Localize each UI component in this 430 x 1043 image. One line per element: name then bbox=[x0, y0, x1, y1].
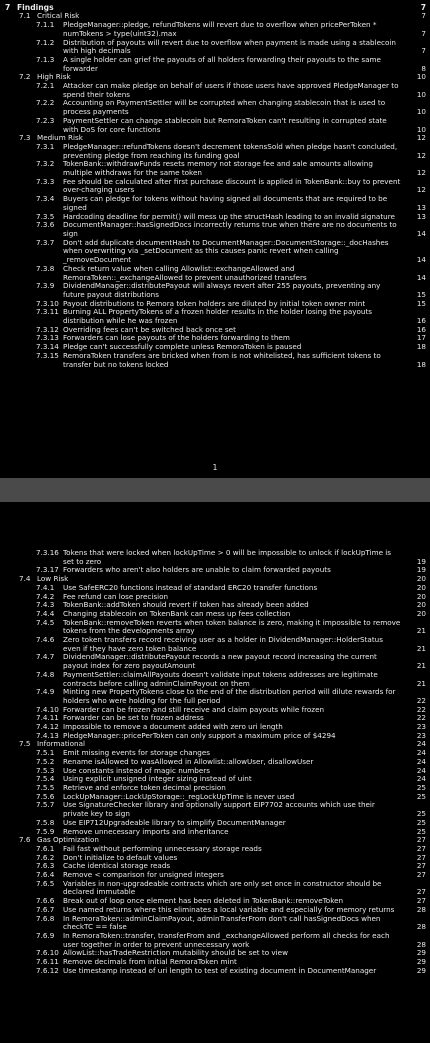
toc-entry-number: 7.5.5 bbox=[36, 782, 55, 792]
toc-entry-number: 7.4.6 bbox=[36, 635, 55, 645]
toc-entry-title: PaymentSettler::claimAllPayouts doesn't validate input tokens addresses are legitimate contracts before calling adminClaimPayout on them bbox=[63, 669, 378, 688]
toc-entry-page: 23 bbox=[416, 730, 426, 740]
toc-entry-page: 21 bbox=[416, 643, 426, 653]
toc-entry-page: 25 bbox=[416, 826, 426, 836]
toc-entry-title: Remove decimals from initial RemoraToken mint bbox=[63, 957, 237, 967]
toc-entry-page: 15 bbox=[416, 298, 426, 308]
toc-entry-number: 7.6.11 bbox=[36, 957, 59, 967]
toc-entry[interactable] bbox=[0, 99, 430, 116]
toc-entry-number: 7.6.2 bbox=[36, 852, 55, 862]
toc-entry-title: DividendManager::distributePayout records a new payout record increasing the current payout index for zero payoutAmount bbox=[63, 652, 377, 671]
toc-entry-title: Rename isAllowed to wasAllowed in Allowlist::allowUser, disallowUser bbox=[63, 756, 314, 766]
toc-entry-number: 7.6 bbox=[19, 835, 31, 845]
toc-entry-page: 29 bbox=[416, 965, 426, 975]
table-of-contents bbox=[0, 549, 430, 975]
toc-entry-page: 25 bbox=[416, 782, 426, 792]
toc-entry-page: 21 bbox=[416, 626, 426, 636]
toc-entry-page: 22 bbox=[416, 713, 426, 723]
toc-entry-number: 7.3.9 bbox=[36, 281, 55, 291]
toc-entry-number: 7.3.17 bbox=[36, 565, 59, 575]
toc-entry-number: 7.6.8 bbox=[36, 913, 55, 923]
toc-entry-number: 7.2.2 bbox=[36, 98, 55, 108]
toc-entry-title: Forwarders who aren't also holders are unable to claim forwarded payouts bbox=[63, 565, 331, 575]
toc-entry-number: 7.6.1 bbox=[36, 843, 55, 853]
toc-entry-number: 7.5.3 bbox=[36, 765, 55, 775]
toc-entry-title: Fee refund can lose precision bbox=[63, 591, 169, 601]
toc-entry-page: 8 bbox=[421, 63, 426, 73]
toc-entry-page: 14 bbox=[416, 272, 426, 282]
toc-entry-title: Remove < comparison for unsigned integers bbox=[63, 870, 224, 880]
toc-entry-page: 10 bbox=[416, 89, 426, 99]
toc-entry-number: 7.1 bbox=[19, 11, 31, 21]
toc-entry-title: TokenBank::addToken should revert if token has already been added bbox=[63, 600, 309, 610]
toc-entry-number: 7.4.1 bbox=[36, 582, 55, 592]
toc-entry-number: 7.5 bbox=[19, 739, 31, 749]
toc-entry[interactable] bbox=[0, 352, 430, 369]
toc-entry-title: AllowList::hasTradeRestriction mutability should be set to view bbox=[63, 948, 288, 958]
toc-entry-title: Burning ALL PropertyTokens of a frozen holder results in the holder losing the payouts distribution while he was frozen bbox=[63, 307, 373, 326]
toc-entry-number: 7.4.12 bbox=[36, 722, 59, 732]
toc-entry-page: 20 bbox=[416, 574, 426, 584]
toc-entry-page: 24 bbox=[416, 756, 426, 766]
toc-entry-number: 7.3.11 bbox=[36, 307, 59, 317]
toc-entry-page: 18 bbox=[416, 342, 426, 352]
toc-entry-number: 7.5.7 bbox=[36, 800, 55, 810]
toc-entry-number: 7.4.4 bbox=[36, 608, 55, 618]
toc-entry-page: 28 bbox=[416, 939, 426, 949]
toc-entry-title: Impossible to remove a document added with zero uri length bbox=[63, 722, 283, 732]
toc-entry-title: PledgeManager::pledge, refundTokens will revert due to overflow when pricePerToken * numTokens > type(uint32).max bbox=[63, 20, 377, 38]
toc-entry-page: 19 bbox=[416, 556, 426, 566]
toc-entry-number: 7.3.4 bbox=[36, 194, 55, 204]
document-page-1 bbox=[0, 0, 430, 478]
toc-entry-number: 7.6.10 bbox=[36, 948, 59, 958]
toc-entry-page: 15 bbox=[416, 289, 426, 299]
toc-entry[interactable] bbox=[0, 221, 430, 238]
toc-entry-page: 10 bbox=[416, 72, 426, 82]
toc-entry-page: 25 bbox=[416, 791, 426, 801]
toc-entry-page: 24 bbox=[416, 765, 426, 775]
toc-entry[interactable] bbox=[0, 239, 430, 265]
toc-entry-number: 7.3.15 bbox=[36, 350, 59, 360]
toc-entry[interactable] bbox=[0, 619, 430, 636]
table-of-contents bbox=[0, 3, 430, 369]
toc-entry[interactable] bbox=[0, 195, 430, 212]
toc-entry[interactable] bbox=[0, 688, 430, 705]
toc-entry-page: 7 bbox=[420, 3, 426, 12]
toc-entry-page: 7 bbox=[421, 28, 426, 38]
toc-entry-number: 7.2 bbox=[19, 72, 31, 82]
toc-entry-number: 7.2.1 bbox=[36, 81, 55, 91]
toc-entry-number: 7.3.5 bbox=[36, 211, 55, 221]
toc-entry-number: 7.4.2 bbox=[36, 591, 55, 601]
toc-entry-number: 7.2.3 bbox=[36, 115, 55, 125]
toc-entry-page: 7 bbox=[421, 11, 426, 21]
toc-entry-title: Use named returns where this eliminates a local variable and especially for memory returns bbox=[63, 904, 395, 914]
toc-entry-title: Retrieve and enforce token decimal precision bbox=[63, 782, 226, 792]
toc-entry[interactable] bbox=[0, 56, 430, 73]
toc-entry-page: 16 bbox=[416, 316, 426, 326]
toc-entry-page: 17 bbox=[416, 333, 426, 343]
toc-entry-title: Pledge can't successfully complete unless RemoraToken is paused bbox=[63, 342, 302, 352]
toc-entry-page: 27 bbox=[416, 861, 426, 871]
document-page-2 bbox=[0, 502, 430, 1043]
toc-entry-page: 18 bbox=[416, 359, 426, 369]
toc-entry-title: Findings bbox=[17, 3, 54, 12]
toc-entry-page: 13 bbox=[416, 202, 426, 212]
toc-entry-title: In RemoraToken::adminClaimPayout, adminTransferFrom don't call hasSignedDocs when checkTC == false bbox=[63, 913, 381, 932]
toc-entry-page: 28 bbox=[416, 904, 426, 914]
toc-entry-number: 7.5.4 bbox=[36, 774, 55, 784]
toc-entry-title: Use SafeERC20 functions instead of standard ERC20 transfer functions bbox=[63, 582, 318, 592]
toc-entry[interactable] bbox=[0, 653, 430, 670]
toc-entry-title: PaymentSettler can change stablecoin but RemoraToken can't resulting in corrupted state with DoS for core functions bbox=[63, 115, 387, 134]
toc-entry-number: 7.3.14 bbox=[36, 342, 59, 352]
toc-entry-number: 7.3.1 bbox=[36, 141, 55, 151]
toc-entry-number: 7.3.16 bbox=[36, 548, 59, 557]
toc-entry[interactable] bbox=[0, 39, 430, 56]
toc-entry-number: 7.5.2 bbox=[36, 756, 55, 766]
toc-entry-title: Forwarder can be set to frozen address bbox=[63, 713, 204, 723]
toc-entry-title: Attacker can make pledge on behalf of users if those users have approved PledgeManager to spend their tokens bbox=[63, 81, 399, 99]
toc-entry-number: 7.6.3 bbox=[36, 861, 55, 871]
toc-entry-title: Overriding fees can't be switched back once set bbox=[63, 324, 236, 334]
toc-entry-page: 13 bbox=[416, 211, 426, 221]
toc-entry-title: Fee should be calculated after first purchase discount is applied in TokenBank::buy to prevent over-charging users bbox=[63, 176, 401, 195]
toc-entry[interactable] bbox=[0, 932, 430, 949]
toc-entry-page: 27 bbox=[416, 896, 426, 906]
toc-entry-title: Check return value when calling Allowlist::exchangeAllowed and RemoraToken::_exchangeAllowed to prevent unauthorized transfers bbox=[63, 263, 307, 282]
toc-entry-title: Use timestamp instead of uri length to test of existing document in DocumentManager bbox=[63, 965, 377, 975]
toc-entry-title: TokenBank::withdrawFunds resets memory not storage fee and sale amounts allowing multiple withdraws for the same token bbox=[63, 159, 373, 178]
toc-entry-number: 7.4.3 bbox=[36, 600, 55, 610]
toc-entry-title: Use SignatureChecker library and optionally support EIP7702 accounts which use their private key to sign bbox=[63, 800, 375, 819]
toc-entry-page: 10 bbox=[416, 107, 426, 117]
toc-entry-page: 20 bbox=[416, 582, 426, 592]
toc-entry-title: A single holder can grief the payouts of all holders forwarding their payouts to the same forwarder bbox=[63, 54, 381, 73]
toc-entry[interactable] bbox=[0, 82, 430, 99]
toc-entry-number: 7.3.12 bbox=[36, 324, 59, 334]
toc-entry-title: Don't add duplicate documentHash to DocumentManager::DocumentStorage::_docHashes when overwriting via _setDocument as this causes panic revert when calling _removeDocument bbox=[63, 237, 389, 265]
toc-entry-number: 7.4 bbox=[19, 574, 31, 584]
toc-entry-page: 7 bbox=[421, 46, 426, 56]
toc-entry-title: Changing stablecoin on TokenBank can mess up fees collection bbox=[63, 608, 291, 618]
toc-entry[interactable] bbox=[0, 143, 430, 160]
toc-entry-number: 7.4.13 bbox=[36, 730, 59, 740]
toc-entry[interactable] bbox=[0, 21, 430, 38]
toc-entry-number: 7.3.8 bbox=[36, 263, 55, 273]
toc-entry-number: 7.5.9 bbox=[36, 826, 55, 836]
toc-entry-page: 25 bbox=[416, 817, 426, 827]
toc-entry-page: 29 bbox=[416, 948, 426, 958]
toc-entry[interactable] bbox=[0, 160, 430, 177]
toc-entry-page: 28 bbox=[416, 922, 426, 932]
toc-entry-title: Forwarder can be frozen and still receive and claim payouts while frozen bbox=[63, 704, 325, 714]
toc-entry-page: 23 bbox=[416, 722, 426, 732]
toc-entry[interactable] bbox=[0, 117, 430, 134]
toc-entry-page: 14 bbox=[416, 228, 426, 238]
toc-entry-page: 24 bbox=[416, 774, 426, 784]
toc-entry-title: Break out of loop once element has been deleted in TokenBank::removeToken bbox=[63, 896, 344, 906]
toc-entry-title: Critical Risk bbox=[37, 11, 80, 21]
toc-entry-number: 7.6.6 bbox=[36, 896, 55, 906]
toc-entry-page: 27 bbox=[416, 843, 426, 853]
toc-entry-number: 7.5.8 bbox=[36, 817, 55, 827]
toc-entry-title: Buyers can pledge for tokens without having signed all documents that are required to be signed bbox=[63, 194, 388, 212]
toc-entry-page: 19 bbox=[416, 565, 426, 575]
toc-entry[interactable] bbox=[0, 636, 430, 653]
toc-entry-number: 7.3.7 bbox=[36, 237, 55, 247]
toc-entry-title: Accounting on PaymentSettler will be corrupted when changing stablecoin that is used to process payments bbox=[63, 98, 386, 117]
toc-entry-title: Variables in non-upgradeable contracts which are only set once in constructor should be declared immutable bbox=[63, 878, 382, 897]
toc-entry-title: Informational bbox=[37, 739, 86, 749]
toc-entry-title: DividendManager::distributePayout will always revert after 255 payouts, preventing any future payout distributions bbox=[63, 281, 381, 299]
toc-entry-title: TokenBank::removeToken reverts when token balance is zero, making it impossible to remove tokens from the developments array bbox=[63, 617, 401, 636]
toc-entry-number: 7.6.5 bbox=[36, 878, 55, 888]
toc-entry-title: Distribution of payouts will revert due to overflow when payment is made using a stablecoin with high decimals bbox=[63, 37, 396, 56]
toc-entry-page: 20 bbox=[416, 608, 426, 618]
toc-entry-number: 7.1.2 bbox=[36, 37, 55, 47]
toc-entry-page: 27 bbox=[416, 835, 426, 845]
toc-entry-page: 12 bbox=[416, 185, 426, 195]
toc-entry-number: 7.4.7 bbox=[36, 652, 55, 662]
toc-entry-title: Medium Risk bbox=[37, 133, 83, 143]
toc-entry[interactable] bbox=[0, 880, 430, 897]
toc-entry-number: 7.3.3 bbox=[36, 176, 55, 186]
toc-entry-page: 25 bbox=[416, 809, 426, 819]
toc-entry-title: PledgeManager::refundTokens doesn't decrement tokensSold when pledge hasn't concluded, preventing pledge from reaching its funding goal bbox=[63, 141, 398, 160]
toc-entry-number: 7.6.7 bbox=[36, 904, 55, 914]
toc-entry-title: Minting new PropertyTokens close to the end of the distribution period will dilute rewards for holders who were holding for the full period bbox=[63, 687, 396, 705]
toc-entry-title: High Risk bbox=[37, 72, 71, 82]
toc-entry-title: Payout distributions to Remora token holders are diluted by initial token owner mint bbox=[63, 298, 366, 308]
toc-entry[interactable] bbox=[0, 915, 430, 932]
toc-entry[interactable] bbox=[0, 178, 430, 195]
toc-entry-number: 7.4.11 bbox=[36, 713, 59, 723]
toc-entry-title: Use constants instead of magic numbers bbox=[63, 765, 210, 775]
toc-entry-number: 7.3.13 bbox=[36, 333, 59, 343]
toc-entry-page: 20 bbox=[416, 600, 426, 610]
toc-entry-number: 7.6.12 bbox=[36, 965, 59, 975]
toc-entry-title: Don't initialize to default values bbox=[63, 852, 178, 862]
toc-entry-number: 7.4.5 bbox=[36, 617, 55, 627]
toc-entry-number: 7 bbox=[5, 3, 11, 12]
toc-entry-title: Emit missing events for storage changes bbox=[63, 748, 210, 758]
toc-entry-page: 24 bbox=[416, 748, 426, 758]
toc-entry-title: In RemoraToken::transfer, transferFrom and _exchangeAllowed perform all checks for each user together in order to prevent unnecessary work bbox=[63, 930, 390, 949]
toc-entry-number: 7.5.6 bbox=[36, 791, 55, 801]
toc-entry-page: 22 bbox=[416, 695, 426, 705]
toc-entry-title: Zero token transfers record receiving user as a holder in DividendManager::HolderStatus even if they have zero token balance bbox=[63, 635, 383, 653]
toc-entry-number: 7.6.4 bbox=[36, 870, 55, 880]
toc-entry-title: Remove unnecessary imports and inheritance bbox=[63, 826, 229, 836]
toc-entry-page: 16 bbox=[416, 324, 426, 334]
toc-entry-title: Hardcoding deadline for permit() will mess up the structHash leading to an invalid signature bbox=[63, 211, 395, 221]
toc-entry-page: 27 bbox=[416, 870, 426, 880]
toc-entry[interactable] bbox=[0, 265, 430, 282]
toc-entry-title: PledgeManager::pricePerToken can only support a maximum price of $4294 bbox=[63, 730, 336, 740]
toc-entry-page: 20 bbox=[416, 591, 426, 601]
toc-entry-page: 12 bbox=[416, 150, 426, 160]
toc-entry-number: 7.5.1 bbox=[36, 748, 55, 758]
toc-entry-page: 29 bbox=[416, 957, 426, 967]
toc-entry-number: 7.3.10 bbox=[36, 298, 59, 308]
toc-entry-page: 14 bbox=[416, 255, 426, 265]
toc-entry[interactable] bbox=[0, 671, 430, 688]
toc-entry-number: 7.6.9 bbox=[36, 930, 55, 940]
toc-entry-page: 27 bbox=[416, 887, 426, 897]
toc-entry-number: 7.3.6 bbox=[36, 220, 55, 230]
toc-entry-title: DocumentManager::hasSignedDocs incorrectly returns true when there are no documents to sign bbox=[63, 220, 397, 238]
toc-entry-page: 12 bbox=[416, 133, 426, 143]
toc-entry-number: 7.4.8 bbox=[36, 669, 55, 679]
toc-entry[interactable] bbox=[0, 549, 430, 566]
toc-entry-title: RemoraToken transfers are bricked when from is not whitelisted, has sufficient tokens to transfer but no tokens locked bbox=[63, 350, 381, 369]
toc-entry-number: 7.4.10 bbox=[36, 704, 59, 714]
toc-entry-page: 21 bbox=[416, 661, 426, 671]
toc-entry-title: Gas Optimization bbox=[37, 835, 99, 845]
toc-entry[interactable] bbox=[0, 967, 430, 976]
toc-entry-page: 24 bbox=[416, 739, 426, 749]
toc-entry-title: Low Risk bbox=[37, 574, 69, 584]
toc-entry-number: 7.1.1 bbox=[36, 20, 55, 30]
toc-entry-number: 7.3.2 bbox=[36, 159, 55, 169]
toc-entry-title: Forwarders can lose payouts of the holders forwarding to them bbox=[63, 333, 290, 343]
toc-entry-number: 7.4.9 bbox=[36, 687, 55, 697]
toc-entry-page: 27 bbox=[416, 852, 426, 862]
toc-entry-number: 7.3 bbox=[19, 133, 31, 143]
toc-entry-page: 10 bbox=[416, 124, 426, 134]
toc-entry-page: 22 bbox=[416, 704, 426, 714]
toc-entry-title: Fail fast without performing unnecessary storage reads bbox=[63, 843, 262, 853]
toc-entry-title: LockUpManager::LockUpStorage::_regLockUpTime is never used bbox=[63, 791, 295, 801]
page-number: 1 bbox=[212, 463, 218, 472]
toc-entry-page: 12 bbox=[416, 168, 426, 178]
toc-entry[interactable] bbox=[0, 282, 430, 299]
toc-entry-title: Cache identical storage reads bbox=[63, 861, 171, 871]
toc-entry[interactable] bbox=[0, 801, 430, 818]
toc-entry-title: Using explicit unsigned integer sizing instead of uint bbox=[63, 774, 252, 784]
toc-entry-title: Tokens that were locked when lockUpTime > 0 will be impossible to unlock if lockUpTime is set to zero bbox=[63, 548, 392, 566]
toc-entry-number: 7.1.3 bbox=[36, 54, 55, 64]
toc-entry-title: Use EIP712Upgradeable library to simplify DocumentManager bbox=[63, 817, 286, 827]
toc-entry[interactable] bbox=[0, 308, 430, 325]
toc-entry-page: 21 bbox=[416, 678, 426, 688]
